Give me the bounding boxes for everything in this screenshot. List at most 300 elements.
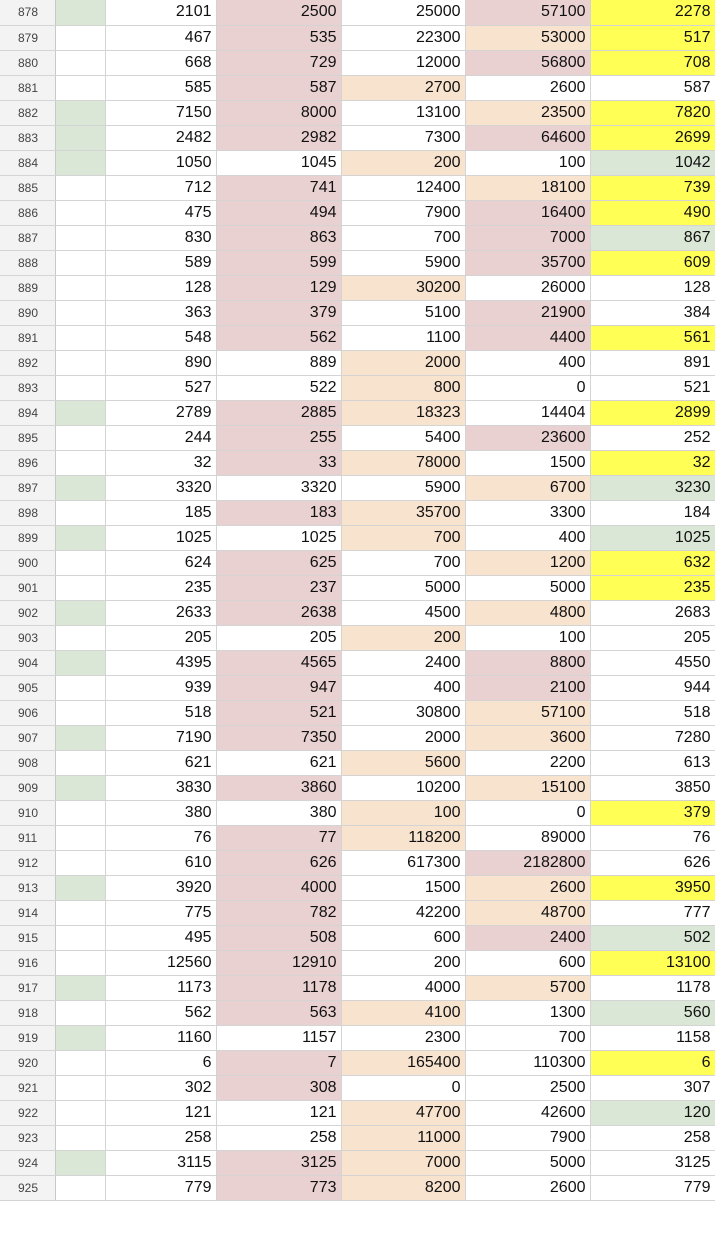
row-number-header[interactable]: 878 [0, 0, 55, 25]
grid-cell-col-c[interactable]: 779 [105, 1175, 216, 1200]
grid-cell-col-e[interactable]: 7300 [341, 125, 465, 150]
grid-cell-col-g[interactable]: 632 [590, 550, 715, 575]
grid-cell-col-d[interactable]: 3320 [216, 475, 341, 500]
grid-cell-col-e[interactable]: 2400 [341, 650, 465, 675]
grid-cell-col-g[interactable]: 779 [590, 1175, 715, 1200]
grid-cell-col-d[interactable]: 1157 [216, 1025, 341, 1050]
flag-cell[interactable] [55, 925, 105, 950]
flag-cell[interactable] [55, 625, 105, 650]
grid-cell-col-g[interactable]: 626 [590, 850, 715, 875]
row-number-header[interactable]: 908 [0, 750, 55, 775]
grid-cell-col-g[interactable]: 2278 [590, 0, 715, 25]
grid-cell-col-e[interactable]: 5000 [341, 575, 465, 600]
grid-cell-col-d[interactable]: 129 [216, 275, 341, 300]
grid-cell-col-g[interactable]: 258 [590, 1125, 715, 1150]
grid-cell-col-e[interactable]: 600 [341, 925, 465, 950]
grid-cell-col-f[interactable]: 8800 [465, 650, 590, 675]
grid-cell-col-d[interactable]: 782 [216, 900, 341, 925]
grid-cell-col-g[interactable]: 891 [590, 350, 715, 375]
grid-cell-col-d[interactable]: 2885 [216, 400, 341, 425]
grid-cell-col-d[interactable]: 522 [216, 375, 341, 400]
row-number-header[interactable]: 895 [0, 425, 55, 450]
grid-cell-col-f[interactable]: 57100 [465, 700, 590, 725]
grid-cell-col-c[interactable]: 527 [105, 375, 216, 400]
grid-cell-col-f[interactable]: 7900 [465, 1125, 590, 1150]
grid-cell-col-f[interactable]: 100 [465, 150, 590, 175]
row-number-header[interactable]: 909 [0, 775, 55, 800]
grid-cell-col-e[interactable]: 1500 [341, 875, 465, 900]
grid-cell-col-e[interactable]: 8200 [341, 1175, 465, 1200]
grid-cell-col-f[interactable]: 16400 [465, 200, 590, 225]
grid-cell-col-f[interactable]: 4800 [465, 600, 590, 625]
flag-cell[interactable] [55, 25, 105, 50]
row-number-header[interactable]: 925 [0, 1175, 55, 1200]
grid-cell-col-g[interactable]: 777 [590, 900, 715, 925]
grid-cell-col-c[interactable]: 548 [105, 325, 216, 350]
row-number-header[interactable]: 920 [0, 1050, 55, 1075]
grid-cell-col-e[interactable]: 5600 [341, 750, 465, 775]
grid-cell-col-d[interactable]: 563 [216, 1000, 341, 1025]
row-number-header[interactable]: 904 [0, 650, 55, 675]
grid-cell-col-f[interactable]: 2400 [465, 925, 590, 950]
grid-cell-col-c[interactable]: 12560 [105, 950, 216, 975]
flag-cell[interactable] [55, 800, 105, 825]
row-number-header[interactable]: 921 [0, 1075, 55, 1100]
grid-cell-col-d[interactable]: 773 [216, 1175, 341, 1200]
grid-cell-col-f[interactable]: 23500 [465, 100, 590, 125]
flag-cell[interactable] [55, 1000, 105, 1025]
grid-cell-col-f[interactable]: 6700 [465, 475, 590, 500]
flag-cell[interactable] [55, 250, 105, 275]
grid-cell-col-e[interactable]: 5400 [341, 425, 465, 450]
grid-cell-col-f[interactable]: 42600 [465, 1100, 590, 1125]
row-number-header[interactable]: 879 [0, 25, 55, 50]
row-number-header[interactable]: 898 [0, 500, 55, 525]
grid-cell-col-f[interactable]: 14404 [465, 400, 590, 425]
grid-cell-col-g[interactable]: 609 [590, 250, 715, 275]
flag-cell[interactable] [55, 75, 105, 100]
grid-cell-col-g[interactable]: 32 [590, 450, 715, 475]
grid-cell-col-d[interactable]: 508 [216, 925, 341, 950]
grid-cell-col-e[interactable]: 800 [341, 375, 465, 400]
flag-cell[interactable] [55, 725, 105, 750]
grid-cell-col-d[interactable]: 494 [216, 200, 341, 225]
grid-cell-col-d[interactable]: 535 [216, 25, 341, 50]
grid-cell-col-d[interactable]: 599 [216, 250, 341, 275]
grid-cell-col-e[interactable]: 10200 [341, 775, 465, 800]
grid-cell-col-g[interactable]: 944 [590, 675, 715, 700]
grid-cell-col-c[interactable]: 302 [105, 1075, 216, 1100]
grid-cell-col-d[interactable]: 621 [216, 750, 341, 775]
flag-cell[interactable] [55, 200, 105, 225]
row-number-header[interactable]: 893 [0, 375, 55, 400]
grid-cell-col-g[interactable]: 587 [590, 75, 715, 100]
grid-cell-col-c[interactable]: 363 [105, 300, 216, 325]
grid-cell-col-e[interactable]: 12400 [341, 175, 465, 200]
row-number-header[interactable]: 912 [0, 850, 55, 875]
grid-cell-col-d[interactable]: 12910 [216, 950, 341, 975]
grid-cell-col-d[interactable]: 3860 [216, 775, 341, 800]
grid-cell-col-f[interactable]: 1500 [465, 450, 590, 475]
row-number-header[interactable]: 906 [0, 700, 55, 725]
grid-cell-col-c[interactable]: 244 [105, 425, 216, 450]
grid-cell-col-d[interactable]: 2982 [216, 125, 341, 150]
row-number-header[interactable]: 918 [0, 1000, 55, 1025]
grid-cell-col-c[interactable]: 3115 [105, 1150, 216, 1175]
grid-cell-col-g[interactable]: 379 [590, 800, 715, 825]
grid-cell-col-d[interactable]: 626 [216, 850, 341, 875]
flag-cell[interactable] [55, 750, 105, 775]
grid-cell-col-c[interactable]: 121 [105, 1100, 216, 1125]
grid-cell-col-f[interactable]: 21900 [465, 300, 590, 325]
grid-cell-col-c[interactable]: 205 [105, 625, 216, 650]
grid-cell-col-d[interactable]: 889 [216, 350, 341, 375]
flag-cell[interactable] [55, 1050, 105, 1075]
grid-cell-col-d[interactable]: 2500 [216, 0, 341, 25]
row-number-header[interactable]: 924 [0, 1150, 55, 1175]
row-number-header[interactable]: 910 [0, 800, 55, 825]
row-number-header[interactable]: 916 [0, 950, 55, 975]
flag-cell[interactable] [55, 400, 105, 425]
grid-cell-col-f[interactable]: 2500 [465, 1075, 590, 1100]
grid-cell-col-d[interactable]: 8000 [216, 100, 341, 125]
grid-cell-col-g[interactable]: 2699 [590, 125, 715, 150]
grid-cell-col-c[interactable]: 380 [105, 800, 216, 825]
flag-cell[interactable] [55, 675, 105, 700]
grid-cell-col-e[interactable]: 18323 [341, 400, 465, 425]
grid-cell-col-e[interactable]: 0 [341, 1075, 465, 1100]
grid-cell-col-g[interactable]: 120 [590, 1100, 715, 1125]
row-number-header[interactable]: 911 [0, 825, 55, 850]
grid-cell-col-d[interactable]: 1025 [216, 525, 341, 550]
grid-cell-col-f[interactable]: 5000 [465, 1150, 590, 1175]
grid-cell-col-g[interactable]: 490 [590, 200, 715, 225]
grid-cell-col-e[interactable]: 2000 [341, 350, 465, 375]
grid-cell-col-c[interactable]: 76 [105, 825, 216, 850]
grid-cell-col-c[interactable]: 1160 [105, 1025, 216, 1050]
grid-cell-col-e[interactable]: 5900 [341, 250, 465, 275]
row-number-header[interactable]: 885 [0, 175, 55, 200]
grid-cell-col-f[interactable]: 110300 [465, 1050, 590, 1075]
grid-cell-col-c[interactable]: 185 [105, 500, 216, 525]
grid-cell-col-d[interactable]: 863 [216, 225, 341, 250]
grid-cell-col-d[interactable]: 1178 [216, 975, 341, 1000]
grid-cell-col-f[interactable]: 7000 [465, 225, 590, 250]
grid-cell-col-e[interactable]: 165400 [341, 1050, 465, 1075]
flag-cell[interactable] [55, 600, 105, 625]
grid-cell-col-c[interactable]: 475 [105, 200, 216, 225]
grid-cell-col-d[interactable]: 33 [216, 450, 341, 475]
grid-cell-col-f[interactable]: 1300 [465, 1000, 590, 1025]
grid-cell-col-e[interactable]: 200 [341, 950, 465, 975]
row-number-header[interactable]: 882 [0, 100, 55, 125]
grid-cell-col-d[interactable]: 587 [216, 75, 341, 100]
grid-cell-col-e[interactable]: 2300 [341, 1025, 465, 1050]
grid-cell-col-c[interactable]: 585 [105, 75, 216, 100]
grid-cell-col-e[interactable]: 78000 [341, 450, 465, 475]
grid-cell-col-g[interactable]: 3850 [590, 775, 715, 800]
grid-cell-col-c[interactable]: 1173 [105, 975, 216, 1000]
flag-cell[interactable] [55, 175, 105, 200]
row-number-header[interactable]: 890 [0, 300, 55, 325]
grid-cell-col-d[interactable]: 77 [216, 825, 341, 850]
grid-cell-col-d[interactable]: 741 [216, 175, 341, 200]
grid-cell-col-f[interactable]: 35700 [465, 250, 590, 275]
row-number-header[interactable]: 886 [0, 200, 55, 225]
grid-cell-col-g[interactable]: 739 [590, 175, 715, 200]
grid-cell-col-f[interactable]: 2600 [465, 75, 590, 100]
grid-cell-col-e[interactable]: 4000 [341, 975, 465, 1000]
grid-cell-col-d[interactable]: 379 [216, 300, 341, 325]
grid-cell-col-c[interactable]: 7190 [105, 725, 216, 750]
row-number-header[interactable]: 891 [0, 325, 55, 350]
flag-cell[interactable] [55, 1150, 105, 1175]
grid-cell-col-c[interactable]: 3830 [105, 775, 216, 800]
grid-cell-col-d[interactable]: 205 [216, 625, 341, 650]
row-number-header[interactable]: 922 [0, 1100, 55, 1125]
grid-cell-col-c[interactable]: 7150 [105, 100, 216, 125]
row-number-header[interactable]: 907 [0, 725, 55, 750]
grid-cell-col-c[interactable]: 3320 [105, 475, 216, 500]
grid-cell-col-g[interactable]: 4550 [590, 650, 715, 675]
grid-cell-col-e[interactable]: 35700 [341, 500, 465, 525]
grid-cell-col-e[interactable]: 42200 [341, 900, 465, 925]
grid-cell-col-g[interactable]: 867 [590, 225, 715, 250]
grid-cell-col-g[interactable]: 3230 [590, 475, 715, 500]
grid-cell-col-e[interactable]: 617300 [341, 850, 465, 875]
grid-cell-col-c[interactable]: 4395 [105, 650, 216, 675]
grid-cell-col-e[interactable]: 22300 [341, 25, 465, 50]
grid-cell-col-d[interactable]: 947 [216, 675, 341, 700]
grid-cell-col-g[interactable]: 184 [590, 500, 715, 525]
grid-cell-col-f[interactable]: 26000 [465, 275, 590, 300]
flag-cell[interactable] [55, 125, 105, 150]
grid-cell-col-g[interactable]: 1025 [590, 525, 715, 550]
grid-cell-col-d[interactable]: 380 [216, 800, 341, 825]
grid-cell-col-f[interactable]: 53000 [465, 25, 590, 50]
flag-cell[interactable] [55, 525, 105, 550]
grid-cell-col-g[interactable]: 384 [590, 300, 715, 325]
grid-cell-col-c[interactable]: 2633 [105, 600, 216, 625]
grid-cell-col-e[interactable]: 5100 [341, 300, 465, 325]
grid-cell-col-c[interactable]: 562 [105, 1000, 216, 1025]
grid-cell-col-d[interactable]: 2638 [216, 600, 341, 625]
grid-cell-col-c[interactable]: 1050 [105, 150, 216, 175]
flag-cell[interactable] [55, 1175, 105, 1200]
grid-cell-col-g[interactable]: 560 [590, 1000, 715, 1025]
grid-cell-col-c[interactable]: 258 [105, 1125, 216, 1150]
grid-cell-col-c[interactable]: 32 [105, 450, 216, 475]
grid-cell-col-d[interactable]: 562 [216, 325, 341, 350]
grid-cell-col-g[interactable]: 307 [590, 1075, 715, 1100]
row-number-header[interactable]: 913 [0, 875, 55, 900]
grid-cell-col-e[interactable]: 30200 [341, 275, 465, 300]
grid-cell-col-e[interactable]: 2000 [341, 725, 465, 750]
grid-cell-col-e[interactable]: 200 [341, 625, 465, 650]
row-number-header[interactable]: 894 [0, 400, 55, 425]
grid-cell-col-f[interactable]: 2600 [465, 875, 590, 900]
grid-cell-col-f[interactable]: 100 [465, 625, 590, 650]
grid-cell-col-c[interactable]: 495 [105, 925, 216, 950]
grid-cell-col-d[interactable]: 7350 [216, 725, 341, 750]
grid-cell-col-g[interactable]: 518 [590, 700, 715, 725]
grid-cell-col-c[interactable]: 518 [105, 700, 216, 725]
flag-cell[interactable] [55, 50, 105, 75]
grid-cell-col-g[interactable]: 521 [590, 375, 715, 400]
flag-cell[interactable] [55, 300, 105, 325]
flag-cell[interactable] [55, 875, 105, 900]
grid-cell-col-c[interactable]: 775 [105, 900, 216, 925]
grid-cell-col-f[interactable]: 57100 [465, 0, 590, 25]
grid-cell-col-g[interactable]: 252 [590, 425, 715, 450]
row-number-header[interactable]: 915 [0, 925, 55, 950]
grid-cell-col-f[interactable]: 18100 [465, 175, 590, 200]
grid-cell-col-e[interactable]: 12000 [341, 50, 465, 75]
grid-cell-col-f[interactable]: 1200 [465, 550, 590, 575]
grid-cell-col-c[interactable]: 3920 [105, 875, 216, 900]
row-number-header[interactable]: 883 [0, 125, 55, 150]
flag-cell[interactable] [55, 450, 105, 475]
grid-cell-col-d[interactable]: 1045 [216, 150, 341, 175]
row-number-header[interactable]: 919 [0, 1025, 55, 1050]
grid-cell-col-c[interactable]: 2482 [105, 125, 216, 150]
grid-cell-col-e[interactable]: 7000 [341, 1150, 465, 1175]
grid-cell-col-g[interactable]: 1178 [590, 975, 715, 1000]
grid-cell-col-e[interactable]: 4100 [341, 1000, 465, 1025]
grid-cell-col-c[interactable]: 235 [105, 575, 216, 600]
flag-cell[interactable] [55, 275, 105, 300]
grid-cell-col-f[interactable]: 4400 [465, 325, 590, 350]
grid-cell-col-c[interactable]: 2101 [105, 0, 216, 25]
row-number-header[interactable]: 889 [0, 275, 55, 300]
row-number-header[interactable]: 901 [0, 575, 55, 600]
row-number-header[interactable]: 902 [0, 600, 55, 625]
grid-cell-col-g[interactable]: 1042 [590, 150, 715, 175]
flag-cell[interactable] [55, 700, 105, 725]
grid-cell-col-f[interactable]: 23600 [465, 425, 590, 450]
grid-cell-col-c[interactable]: 939 [105, 675, 216, 700]
grid-cell-col-d[interactable]: 625 [216, 550, 341, 575]
row-number-header[interactable]: 884 [0, 150, 55, 175]
flag-cell[interactable] [55, 375, 105, 400]
grid-cell-col-d[interactable]: 183 [216, 500, 341, 525]
row-number-header[interactable]: 903 [0, 625, 55, 650]
flag-cell[interactable] [55, 425, 105, 450]
flag-cell[interactable] [55, 350, 105, 375]
flag-cell[interactable] [55, 775, 105, 800]
grid-cell-col-e[interactable]: 700 [341, 550, 465, 575]
grid-cell-col-c[interactable]: 2789 [105, 400, 216, 425]
flag-cell[interactable] [55, 575, 105, 600]
grid-cell-col-d[interactable]: 255 [216, 425, 341, 450]
grid-cell-col-f[interactable]: 56800 [465, 50, 590, 75]
grid-cell-col-e[interactable]: 25000 [341, 0, 465, 25]
flag-cell[interactable] [55, 1125, 105, 1150]
grid-cell-col-f[interactable]: 400 [465, 350, 590, 375]
flag-cell[interactable] [55, 475, 105, 500]
grid-cell-col-g[interactable]: 3125 [590, 1150, 715, 1175]
flag-cell[interactable] [55, 975, 105, 1000]
grid-cell-col-e[interactable]: 2700 [341, 75, 465, 100]
grid-cell-col-f[interactable]: 15100 [465, 775, 590, 800]
row-number-header[interactable]: 905 [0, 675, 55, 700]
grid-cell-col-f[interactable]: 3300 [465, 500, 590, 525]
grid-cell-col-d[interactable]: 237 [216, 575, 341, 600]
grid-cell-col-g[interactable]: 613 [590, 750, 715, 775]
grid-cell-col-g[interactable]: 708 [590, 50, 715, 75]
grid-cell-col-g[interactable]: 1158 [590, 1025, 715, 1050]
flag-cell[interactable] [55, 100, 105, 125]
grid-cell-col-e[interactable]: 30800 [341, 700, 465, 725]
flag-cell[interactable] [55, 650, 105, 675]
grid-cell-col-e[interactable]: 13100 [341, 100, 465, 125]
grid-cell-col-f[interactable]: 64600 [465, 125, 590, 150]
grid-cell-col-c[interactable]: 589 [105, 250, 216, 275]
grid-cell-col-g[interactable]: 7280 [590, 725, 715, 750]
grid-cell-col-e[interactable]: 7900 [341, 200, 465, 225]
flag-cell[interactable] [55, 0, 105, 25]
grid-cell-col-e[interactable]: 700 [341, 525, 465, 550]
grid-cell-col-f[interactable]: 5000 [465, 575, 590, 600]
grid-cell-col-d[interactable]: 258 [216, 1125, 341, 1150]
grid-cell-col-c[interactable]: 890 [105, 350, 216, 375]
row-number-header[interactable]: 917 [0, 975, 55, 1000]
grid-cell-col-c[interactable]: 610 [105, 850, 216, 875]
flag-cell[interactable] [55, 325, 105, 350]
grid-cell-col-d[interactable]: 121 [216, 1100, 341, 1125]
grid-cell-col-c[interactable]: 668 [105, 50, 216, 75]
flag-cell[interactable] [55, 900, 105, 925]
grid-cell-col-f[interactable]: 2100 [465, 675, 590, 700]
grid-cell-col-f[interactable]: 2200 [465, 750, 590, 775]
row-number-header[interactable]: 896 [0, 450, 55, 475]
grid-cell-col-d[interactable]: 4000 [216, 875, 341, 900]
row-number-header[interactable]: 881 [0, 75, 55, 100]
grid-cell-col-e[interactable]: 100 [341, 800, 465, 825]
grid-cell-col-e[interactable]: 400 [341, 675, 465, 700]
flag-cell[interactable] [55, 150, 105, 175]
grid-cell-col-g[interactable]: 561 [590, 325, 715, 350]
grid-cell-col-f[interactable]: 48700 [465, 900, 590, 925]
grid-cell-col-e[interactable]: 1100 [341, 325, 465, 350]
grid-cell-col-g[interactable]: 128 [590, 275, 715, 300]
grid-cell-col-e[interactable]: 47700 [341, 1100, 465, 1125]
grid-cell-col-g[interactable]: 7820 [590, 100, 715, 125]
grid-cell-col-f[interactable]: 0 [465, 800, 590, 825]
grid-cell-col-f[interactable]: 2600 [465, 1175, 590, 1200]
row-number-header[interactable]: 888 [0, 250, 55, 275]
grid-cell-col-g[interactable]: 3950 [590, 875, 715, 900]
grid-cell-col-d[interactable]: 521 [216, 700, 341, 725]
grid-cell-col-g[interactable]: 235 [590, 575, 715, 600]
grid-cell-col-c[interactable]: 624 [105, 550, 216, 575]
row-number-header[interactable]: 887 [0, 225, 55, 250]
row-number-header[interactable]: 900 [0, 550, 55, 575]
flag-cell[interactable] [55, 1075, 105, 1100]
grid-cell-col-g[interactable]: 205 [590, 625, 715, 650]
grid-cell-col-c[interactable]: 830 [105, 225, 216, 250]
grid-cell-col-e[interactable]: 4500 [341, 600, 465, 625]
row-number-header[interactable]: 880 [0, 50, 55, 75]
grid-cell-col-f[interactable]: 0 [465, 375, 590, 400]
grid-cell-col-g[interactable]: 76 [590, 825, 715, 850]
grid-cell-col-e[interactable]: 11000 [341, 1125, 465, 1150]
grid-cell-col-c[interactable]: 128 [105, 275, 216, 300]
grid-cell-col-f[interactable]: 2182800 [465, 850, 590, 875]
grid-cell-col-c[interactable]: 467 [105, 25, 216, 50]
row-number-header[interactable]: 914 [0, 900, 55, 925]
row-number-header[interactable]: 897 [0, 475, 55, 500]
